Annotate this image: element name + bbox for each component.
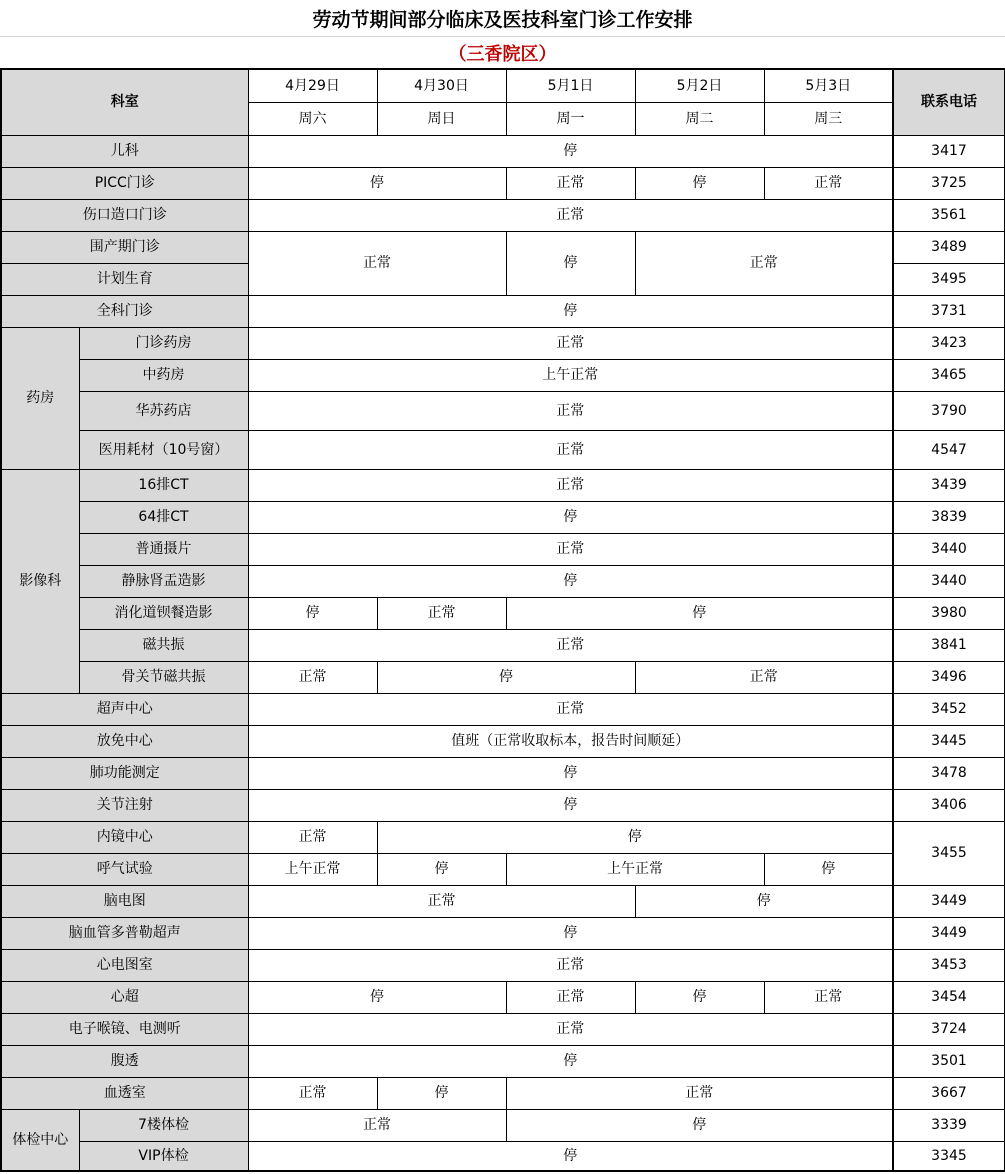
schedule-cell: 停 (248, 757, 893, 789)
phone-cell: 3423 (893, 327, 1005, 359)
page-subtitle: （三香院区） (448, 43, 557, 65)
dept-name: 关节注射 (1, 789, 248, 821)
dept-name: 消化道钡餐造影 (79, 597, 248, 629)
dept-name: 医用耗材（10号窗） (79, 430, 248, 469)
dept-name: 伤口造口门诊 (1, 199, 248, 231)
dept-name: VIP体检 (79, 1141, 248, 1171)
phone-cell: 3980 (893, 597, 1005, 629)
phone-cell: 3440 (893, 533, 1005, 565)
schedule-cell: 停 (764, 853, 893, 885)
phone-cell: 3452 (893, 693, 1005, 725)
phone-cell: 3453 (893, 949, 1005, 981)
schedule-cell: 停 (635, 885, 893, 917)
dept-name: 腹透 (1, 1045, 248, 1077)
phone-cell: 3501 (893, 1045, 1005, 1077)
schedule-cell: 正常 (764, 981, 893, 1013)
header-weekday: 周三 (764, 102, 893, 135)
schedule-cell: 停 (635, 981, 764, 1013)
phone-cell: 3406 (893, 789, 1005, 821)
schedule-cell: 正常 (506, 167, 635, 199)
phone-cell: 4547 (893, 430, 1005, 469)
phone-cell: 3561 (893, 199, 1005, 231)
dept-name: 内镜中心 (1, 821, 248, 853)
phone-cell: 3790 (893, 391, 1005, 430)
schedule-cell: 正常 (506, 981, 635, 1013)
schedule-cell: 停 (248, 565, 893, 597)
phone-cell: 3725 (893, 167, 1005, 199)
schedule-cell: 正常 (248, 533, 893, 565)
schedule-cell: 上午正常 (506, 853, 764, 885)
header-date: 5月3日 (764, 69, 893, 102)
phone-cell: 3455 (893, 821, 1005, 885)
phone-cell: 3839 (893, 501, 1005, 533)
dept-name: 脑血管多普勒超声 (1, 917, 248, 949)
schedule-cell: 正常 (248, 469, 893, 501)
dept-name: 骨关节磁共振 (79, 661, 248, 693)
schedule-cell: 值班（正常收取标本，报告时间顺延） (248, 725, 893, 757)
schedule-cell: 上午正常 (248, 853, 377, 885)
phone-cell: 3731 (893, 295, 1005, 327)
phone-cell: 3489 (893, 231, 1005, 263)
phone-cell: 3454 (893, 981, 1005, 1013)
schedule-cell: 停 (248, 789, 893, 821)
schedule-cell: 停 (635, 167, 764, 199)
dept-name: 16排CT (79, 469, 248, 501)
phone-cell: 3841 (893, 629, 1005, 661)
dept-name: 心电图室 (1, 949, 248, 981)
phone-cell: 3667 (893, 1077, 1005, 1109)
dept-name: 超声中心 (1, 693, 248, 725)
schedule-cell: 停 (248, 917, 893, 949)
header-date: 4月29日 (248, 69, 377, 102)
dept-name: 肺功能测定 (1, 757, 248, 789)
schedule-cell: 正常 (506, 1077, 893, 1109)
dept-name: 呼气试验 (1, 853, 248, 885)
schedule-cell: 停 (248, 501, 893, 533)
phone-cell: 3345 (893, 1141, 1005, 1171)
schedule-cell: 上午正常 (248, 359, 893, 391)
page-title: 劳动节期间部分临床及医技科室门诊工作安排 (0, 0, 1005, 37)
phone-cell: 3439 (893, 469, 1005, 501)
schedule-cell: 正常 (377, 597, 506, 629)
header-date: 5月1日 (506, 69, 635, 102)
schedule-cell: 停 (377, 853, 506, 885)
dept-name: 计划生育 (1, 263, 248, 295)
dept-name: 磁共振 (79, 629, 248, 661)
dept-name: 心超 (1, 981, 248, 1013)
schedule-cell: 正常 (248, 693, 893, 725)
schedule-cell: 停 (377, 1077, 506, 1109)
dept-name: 7楼体检 (79, 1109, 248, 1141)
phone-cell: 3440 (893, 565, 1005, 597)
schedule-cell: 停 (248, 167, 506, 199)
dept-name: 静脉肾盂造影 (79, 565, 248, 597)
schedule-cell: 正常 (248, 231, 506, 295)
dept-name: 脑电图 (1, 885, 248, 917)
schedule-cell: 停 (377, 821, 893, 853)
schedule-cell: 正常 (248, 1013, 893, 1045)
dept-name: 华苏药店 (79, 391, 248, 430)
schedule-cell: 停 (248, 1141, 893, 1171)
phone-cell: 3496 (893, 661, 1005, 693)
dept-name: 围产期门诊 (1, 231, 248, 263)
header-phone: 联系电话 (893, 69, 1005, 135)
dept-name: 门诊药房 (79, 327, 248, 359)
dept-name: 电子喉镜、电测听 (1, 1013, 248, 1045)
phone-cell: 3339 (893, 1109, 1005, 1141)
phone-cell: 3495 (893, 263, 1005, 295)
schedule-cell: 正常 (764, 167, 893, 199)
schedule-cell: 停 (248, 135, 893, 167)
phone-cell: 3724 (893, 1013, 1005, 1045)
header-dept: 科室 (1, 69, 248, 135)
schedule-table (0, 68, 1005, 1172)
schedule-cell: 停 (248, 1045, 893, 1077)
schedule-cell: 正常 (635, 661, 893, 693)
schedule-cell: 正常 (248, 885, 635, 917)
header-weekday: 周日 (377, 102, 506, 135)
schedule-cell: 正常 (248, 629, 893, 661)
header-weekday: 周一 (506, 102, 635, 135)
group-pharmacy: 药房 (1, 327, 79, 469)
schedule-cell: 正常 (248, 391, 893, 430)
schedule-cell: 正常 (248, 199, 893, 231)
phone-cell: 3417 (893, 135, 1005, 167)
schedule-cell: 停 (506, 231, 635, 295)
group-checkup: 体检中心 (1, 1109, 79, 1171)
dept-name: 64排CT (79, 501, 248, 533)
dept-name: 普通摄片 (79, 533, 248, 565)
phone-cell: 3449 (893, 885, 1005, 917)
schedule-cell: 停 (506, 1109, 893, 1141)
phone-cell: 3445 (893, 725, 1005, 757)
schedule-cell: 停 (248, 295, 893, 327)
dept-name: 全科门诊 (1, 295, 248, 327)
schedule-cell: 正常 (248, 430, 893, 469)
schedule-cell: 停 (506, 597, 893, 629)
header-date: 5月2日 (635, 69, 764, 102)
group-imaging: 影像科 (1, 469, 79, 693)
schedule-cell: 停 (248, 981, 506, 1013)
header-weekday: 周六 (248, 102, 377, 135)
schedule-cell: 停 (248, 597, 377, 629)
dept-name: 放免中心 (1, 725, 248, 757)
schedule-cell: 正常 (248, 327, 893, 359)
dept-name: 儿科 (1, 135, 248, 167)
schedule-cell: 正常 (248, 661, 377, 693)
schedule-cell: 正常 (248, 1109, 506, 1141)
schedule-cell: 正常 (248, 1077, 377, 1109)
dept-name: PICC门诊 (1, 167, 248, 199)
header-date: 4月30日 (377, 69, 506, 102)
schedule-cell: 正常 (248, 821, 377, 853)
schedule-cell: 正常 (635, 231, 893, 295)
dept-name: 血透室 (1, 1077, 248, 1109)
phone-cell: 3465 (893, 359, 1005, 391)
schedule-cell: 停 (377, 661, 635, 693)
schedule-cell: 正常 (248, 949, 893, 981)
dept-name: 中药房 (79, 359, 248, 391)
phone-cell: 3449 (893, 917, 1005, 949)
header-weekday: 周二 (635, 102, 764, 135)
phone-cell: 3478 (893, 757, 1005, 789)
